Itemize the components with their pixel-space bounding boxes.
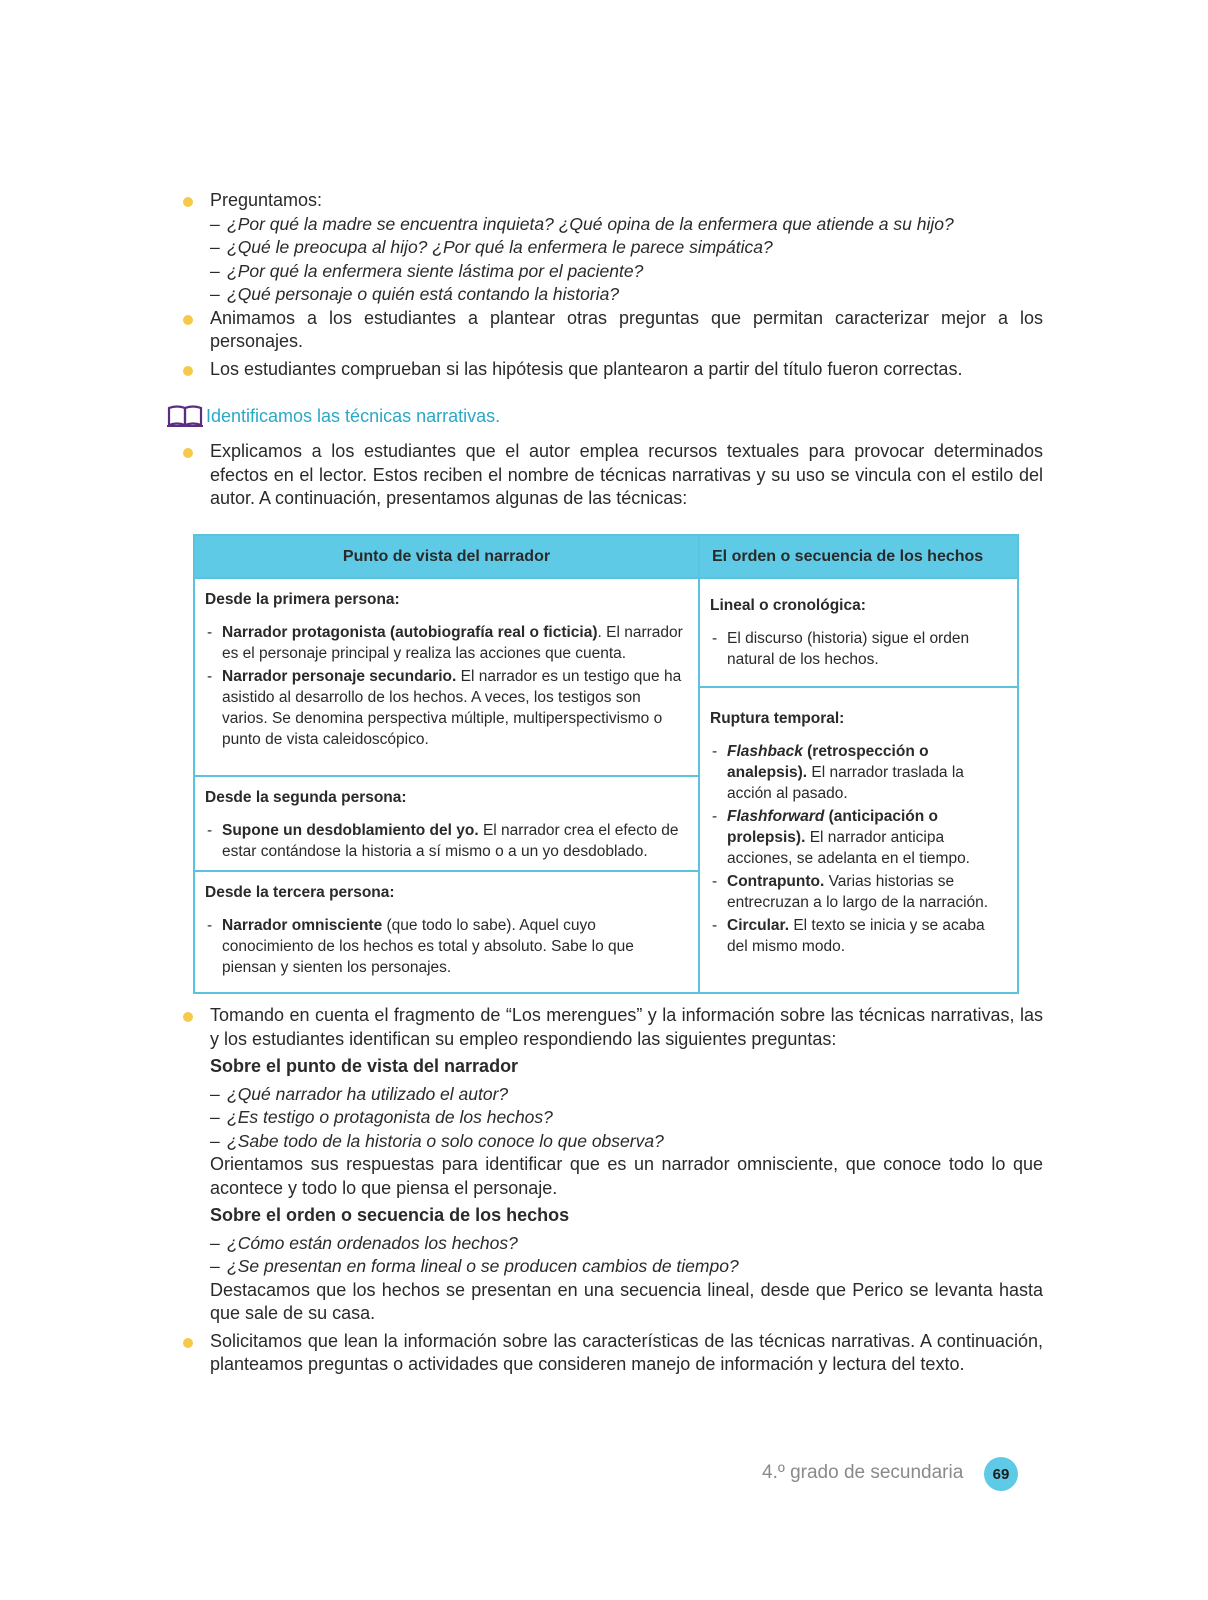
subheading: Sobre el punto de vista del narrador [210,1056,519,1076]
bullet-item [183,189,1043,213]
bullet-dot [183,448,193,458]
question-text: ¿Se presentan en forma lineal o se producen cambios de tiempo? [227,1256,739,1276]
bullet-text: Animamos a los estudiantes a plantear otras preguntas que permitan caracterizar mejor a los personajes. [210,307,1043,351]
questions-block [183,1004,1043,1377]
list-item: - Supone un desdoblamiento del yo. El narrador crea el efecto de estar contándose la historia a sí mismo o a un yo desdoblado. [207,822,679,860]
table-header-viewpoint [194,535,699,578]
question-item: – ¿Por qué la enfermera siente lástima por el paciente? [210,260,644,281]
item-text: El narrador crea el efecto de estar contándose la historia a sí mismo o a un yo desdoblado. [222,822,679,860]
bullet-text: Preguntamos: [210,190,323,210]
item-text: El narrador anticipa acciones, se adelanta en el tiempo. [727,829,970,867]
item-bold: Narrador omnisciente [222,917,383,934]
paragraph: Destacamos que los hechos se presentan en una secuencia lineal, desde que Perico se levanta hasta que sale de su casa. [210,1279,1043,1323]
bullet-item [183,440,1043,511]
question-text: ¿Es testigo o protagonista de los hechos? [227,1107,553,1127]
question-item: – ¿Sabe todo de la historia o solo conoce lo que observa? [210,1130,664,1151]
cell-title: Ruptura temporal: [710,710,845,727]
item-text: El texto se inicia y se acaba del mismo modo. [727,917,985,955]
bullet-dot [183,197,193,207]
item-bold: Narrador personaje secundario. [222,668,457,685]
book-icon [166,404,204,428]
bullet-dot [183,1338,193,1348]
item-bold: Supone un desdoblamiento del yo. [222,822,479,839]
question-text: ¿Cómo están ordenados los hechos? [227,1232,518,1253]
question-item: – ¿Cómo están ordenados los hechos? [210,1232,518,1253]
footer-grade: 4.º grado de secundaria [762,1462,964,1483]
question-text: ¿Sabe todo de la historia o solo conoce lo que observa? [227,1130,664,1151]
list-item: - Narrador protagonista (autobiografía real o ficticia). El narrador es el personaje principal y realiza las acciones que cuenta. [207,624,683,662]
bullet-text: Solicitamos que lean la información sobre las características de las técnicas narrativas. A continuación, planteamos preguntas o actividades que consideren manejo de información y lectura del texto. [210,1330,1043,1374]
cell-title: Desde la primera persona: [205,591,400,608]
bullet-item [183,307,1043,354]
question-text: ¿Qué le preocupa al hijo? ¿Por qué la enfermera le parece simpática? [227,237,773,257]
list-item: - Narrador personaje secundario. El narrador es un testigo que ha asistido al desarrollo de los hechos. A veces, los testigos son varios. Se denomina perspectiva múltiple, multiperspectivismo o punto de vista caleidoscópico. [207,668,682,748]
list-item: - Narrador omnisciente (que todo lo sabe). Aquel cuyo conocimiento de los hechos es total y absoluto. Sabe lo que piensan y sienten los personajes. [207,917,634,976]
explain-block [183,440,1043,511]
page-number: 69 [984,1457,1018,1491]
question-text: ¿Qué narrador ha utilizado el autor? [227,1083,509,1104]
question-item: – ¿Qué le preocupa al hijo? ¿Por qué la enfermera le parece simpática? [210,237,773,257]
item-italic: Flashforward [727,808,825,825]
cell-title: Desde la tercera persona: [205,884,395,901]
table-header-order [699,535,1018,578]
question-item: – ¿Se presentan en forma lineal o se producen cambios de tiempo? [210,1256,739,1276]
bullet-text: Tomando en cuenta el fragmento de “Los merengues” y la información sobre las técnicas narrativas, las y los estudiantes identifican su empleo respondiendo las siguientes preguntas: [210,1005,1043,1049]
list-item: - Circular. El texto se inicia y se acaba del mismo modo. [712,917,985,955]
item-text: El narrador es un testigo que ha asistido al desarrollo de los hechos. A veces, los testigos son varios. Se denomina perspectiva múltiple, multiperspectivismo o punto de vista caleidoscópico. [222,668,682,748]
item-text: . El narrador es el personaje principal y realiza las acciones que cuenta. [222,624,683,662]
item-bold: (anticipación o prolepsis). [727,808,939,846]
section-title [166,404,500,428]
first-person-cell [195,579,698,777]
bullet-dot [183,1012,193,1022]
question-item: – ¿Qué personaje o quién está contando la historia? [210,284,620,304]
bullet-text: Explicamos a los estudiantes que el autor emplea recursos textuales para provocar determinados efectos en el lector. Estos reciben el nombre de técnicas narrativas y su uso se vincula con el estilo del autor. A continuación, presentamos algunas de las técnicas: [210,441,1043,508]
bullet-item [183,1330,1043,1377]
bullet-dot [183,366,193,376]
cell-title: Lineal o cronológica: [710,597,866,614]
header-text: Punto de vista del narrador [342,548,551,565]
viewpoint-column [194,578,699,993]
item-bold: (retrospección o analepsis). [727,743,929,781]
intro-block [183,189,1043,381]
question-text: ¿Por qué la enfermera siente lástima por el paciente? [227,260,644,281]
item-italic: Flashback [727,743,803,760]
third-person-cell [195,872,698,992]
item-text: Varias historias se entrecruzan a lo largo de la narración. [727,873,989,911]
item-text: (que todo lo sabe). Aquel cuyo conocimiento de los hechos es total y absoluto. Sabe lo que piensan y sienten los personajes. [222,917,634,976]
question-item: – ¿Por qué la madre se encuentra inquieta? ¿Qué opina de la enfermera que atiende a su hijo? [210,213,954,234]
list-item: - El discurso (historia) sigue el orden natural de los hechos. [712,630,970,668]
order-column [699,578,1018,993]
question-text: ¿Qué personaje o quién está contando la historia? [227,284,620,304]
cell-title: Desde la segunda persona: [205,789,407,806]
list-item: - Contrapunto. Varias historias se entrecruzan a lo largo de la narración. [712,873,989,911]
question-item: – ¿Qué narrador ha utilizado el autor? [210,1083,509,1104]
bullet-dot [183,315,193,325]
item-bold: Circular. [727,917,790,934]
question-text: ¿Por qué la madre se encuentra inquieta? ¿Qué opina de la enfermera que atiende a su hijo? [227,213,954,234]
bullet-item [183,1004,1043,1051]
list-item: - Flashback (retrospección o analepsis). El narrador traslada la acción al pasado. [712,743,964,802]
subheading: Sobre el orden o secuencia de los hechos [210,1205,570,1225]
item-bold: Narrador protagonista (autobiografía real o ficticia) [222,624,598,641]
item-bold: Contrapunto. [727,873,825,890]
ruptura-cell [700,688,1017,969]
paragraph: Orientamos sus respuestas para identificar que es un narrador omnisciente, que conoce todo lo que acontece y todo lo que piensa el personaje. [210,1154,1043,1198]
item-text: El narrador traslada la acción al pasado. [727,764,964,802]
item-text: El discurso (historia) sigue el orden natural de los hechos. [727,630,970,668]
second-person-cell [195,777,698,872]
lineal-cell [700,579,1017,688]
techniques-table [193,534,1019,994]
section-title-text: Identificamos las técnicas narrativas. [206,405,501,426]
list-item: - Flashforward (anticipación o prolepsis). El narrador anticipa acciones, se adelanta en el tiempo. [712,808,970,867]
bullet-item [183,358,1043,382]
bullet-text: Los estudiantes comprueban si las hipótesis que plantearon a partir del título fueron correctas. [210,358,963,379]
question-item: – ¿Es testigo o protagonista de los hechos? [210,1107,553,1127]
header-text: El orden o secuencia de los hechos [712,548,984,565]
